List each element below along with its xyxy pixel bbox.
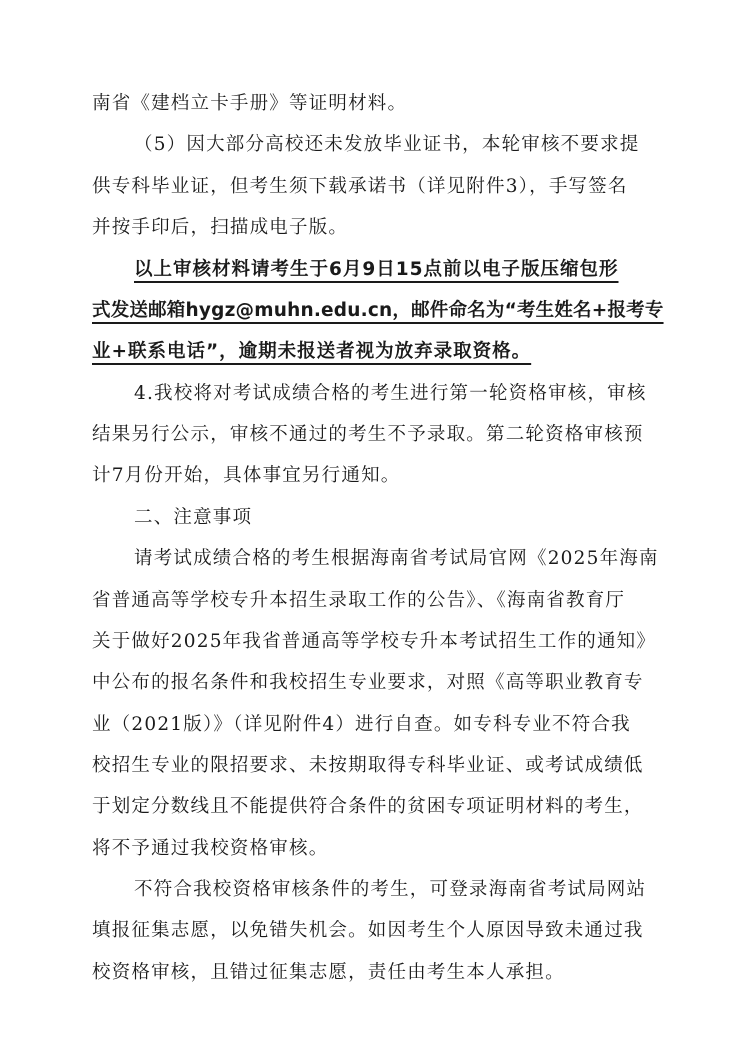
text-line: 南省《建档立卡手册》等证明材料。 xyxy=(92,93,408,114)
text-line: 不符合我校资格审核条件的考生，可登录海南省考试局网站 xyxy=(134,879,647,900)
text-line: 关于做好2025年我省普通高等学校专升本考试招生工作的通知》 xyxy=(92,631,657,652)
text-line: 业（2021版）》（详见附件4）进行自查。如专科专业不符合我 xyxy=(92,714,631,735)
text-line: 结果另行公示，审核不通过的考生不予录取。第二轮资格审核预 xyxy=(92,424,644,445)
text-line: 填报征集志愿，以免错失机会。如因考生个人原因导致未通过我 xyxy=(92,920,644,941)
text-line: 4.我校将对考试成绩合格的考生进行第一轮资格审核，审核 xyxy=(134,383,647,404)
text-line: 供专科毕业证，但考生须下载承诺书（详见附件3），手写签名 xyxy=(92,176,628,197)
text-line: （5）因大部分高校还未发放毕业证书，本轮审核不要求提 xyxy=(134,134,640,155)
text-line: 中公布的报名条件和我校招生专业要求，对照《高等职业教育专 xyxy=(92,672,644,693)
text-line: 校招生专业的限招要求、未按期取得专科毕业证、或考试成绩低 xyxy=(92,755,644,776)
text-line: 并按手印后，扫描成电子版。 xyxy=(92,217,349,238)
text-line: 计7月份开始，具体事宜另行通知。 xyxy=(92,465,401,486)
highlighted-notice-line: 以上审核材料请考生于6月9日15点前以电子版压缩包形 xyxy=(134,259,619,280)
highlighted-notice-line: 式发送邮箱hygz@muhn.edu.cn，邮件命名为“考生姓名+报考专 xyxy=(92,300,664,321)
highlighted-notice-line: 业+联系电话”，逾期未报送者视为放弃录取资格。 xyxy=(92,341,532,362)
text-line: 请考试成绩合格的考生根据海南省考试局官网《2025年海南 xyxy=(134,548,659,569)
section-heading: 二、注意事项 xyxy=(134,507,253,528)
text-line: 省普通高等学校专升本招生录取工作的公告》、《海南省教育厅 xyxy=(92,590,626,611)
text-line: 校资格审核，且错过征集志愿，责任由考生本人承担。 xyxy=(92,962,565,983)
text-line: 于划定分数线且不能提供符合条件的贫困专项证明材料的考生， xyxy=(92,796,644,817)
text-line: 将不予通过我校资格审核。 xyxy=(92,838,329,859)
